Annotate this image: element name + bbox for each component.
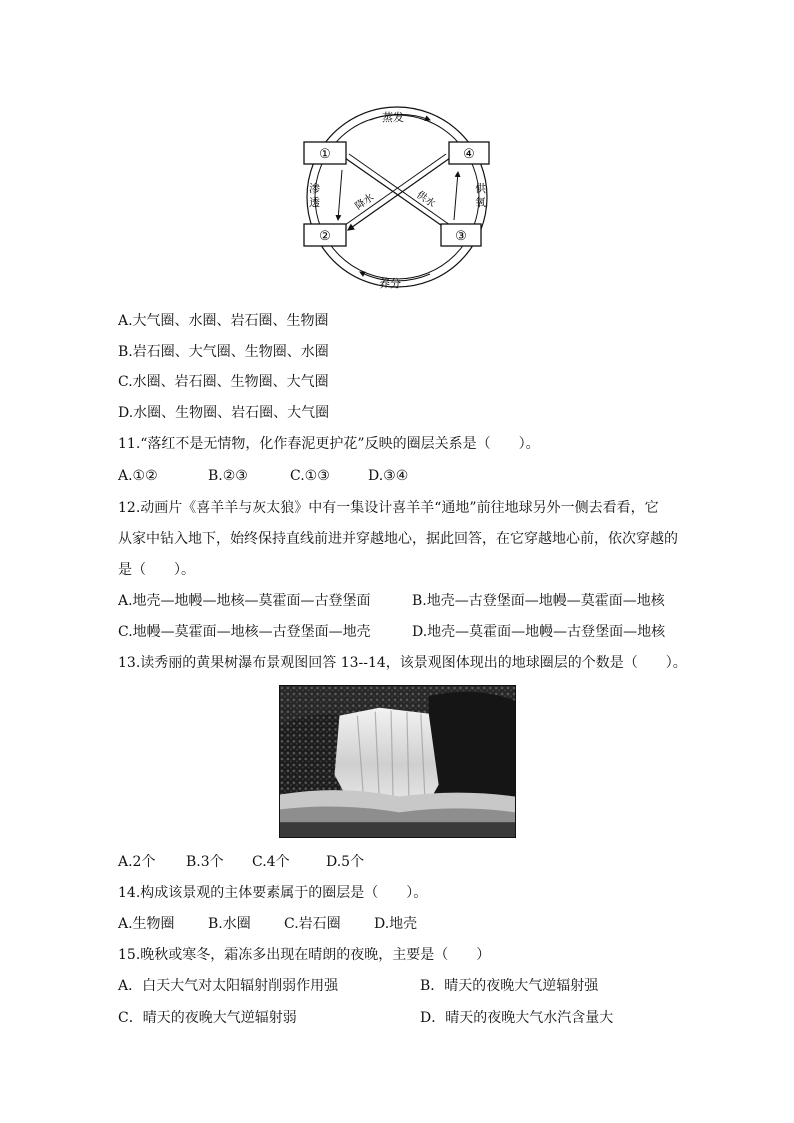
arc-right-label-1: 供 [475,182,486,195]
arc-right-label-2: 氧 [475,196,486,209]
q15-option-d: D．晴天的夜晚大气水汽含量大 [420,1010,614,1026]
q14-options [118,915,417,933]
q13-option-b: B.3个 [186,854,224,870]
q12-option-c: C.地幔—莫霍面—地核—古登堡面—地壳 [118,624,371,640]
q15-option-c: C．晴天的夜晚大气逆辐射弱 [118,1010,297,1026]
q11-options [118,467,408,485]
q15-options-row-2 [118,1009,613,1027]
box-3-label: ③ [455,229,467,244]
q13-option-d: D.5个 [326,854,365,870]
q15-stem: 15.晚秋或寒冬，霜冻多出现在晴朗的夜晚，主要是（ ） [118,947,491,963]
q15-options-row-1 [118,977,598,995]
q12-option-d: D.地壳—莫霍面—地幔—古登堡面—地核 [412,624,666,640]
q11-stem: 11.“落红不是无情物，化作春泥更护花”反映的圈层关系是（ ）。 [118,436,540,452]
q13-option-c: C.4个 [252,854,290,870]
q13-stem: 13.读秀丽的黄果树瀑布景观图回答 13--14，该景观图体现出的地球圈层的个数是（ ）。 [118,655,687,671]
q15-option-b: B．晴天的夜晚大气逆辐射强 [420,978,599,994]
q14-option-d: D.地壳 [374,916,418,932]
inner-left-label: 降水 [353,191,377,213]
q10-option-a: A.大气圈、水圈、岩石圈、生物圈 [118,313,329,329]
arc-left-label-1: 渗 [309,182,320,195]
q11-option-d: D.③④ [368,468,409,484]
q12-options-row-2 [118,623,665,641]
box-2-label: ② [319,229,331,244]
q12-stem-line-3: 是（ ）。 [118,562,195,578]
q14-option-b: B.水圈 [208,916,251,932]
arc-top-label: 蒸发 [382,111,404,124]
arc-bottom-label: 养分 [379,277,401,290]
sphere-cycle-diagram [300,100,495,295]
arc-left-label-2: 透 [309,196,320,209]
q10-option-b: B.岩石圈、大气圈、生物圈、水圈 [118,344,329,360]
q10-option-c: C.水圈、岩石圈、生物圈、大气圈 [118,374,329,390]
q14-stem: 14.构成该景观的主体要素属于的圈层是（ ）。 [118,885,428,901]
q14-option-c: C.岩石圈 [284,916,341,932]
q13-options [118,853,364,871]
q11-option-b: B.②③ [208,468,248,484]
q11-option-c: C.①③ [290,468,330,484]
waterfall-photo [279,685,516,838]
q12-stem-line-1: 12.动画片《喜羊羊与灰太狼》中有一集设计喜羊羊“通地”前往地球另外一侧去看看，它 [118,500,659,516]
q15-option-a: A．白天大气对太阳辐射削弱作用强 [118,978,339,994]
inner-right-label: 供水 [414,189,437,210]
q10-option-d: D.水圈、生物圈、岩石圈、大气圈 [118,405,330,421]
q12-stem-line-2: 从家中钻入地下，始终保持直线前进并穿越地心，据此回答，在它穿越地心前，依次穿越的 [118,531,678,547]
box-1-label: ① [319,147,331,162]
box-4-label: ④ [463,147,475,162]
q12-options-row-1 [118,592,665,610]
q11-option-a: A.①② [118,468,158,484]
q13-option-a: A.2个 [118,854,156,870]
q12-option-a: A.地壳—地幔—地核—莫霍面—古登堡面 [118,593,371,609]
q12-option-b: B.地壳—古登堡面—地幔—莫霍面—地核 [412,593,665,609]
q14-option-a: A.生物圈 [118,916,175,932]
